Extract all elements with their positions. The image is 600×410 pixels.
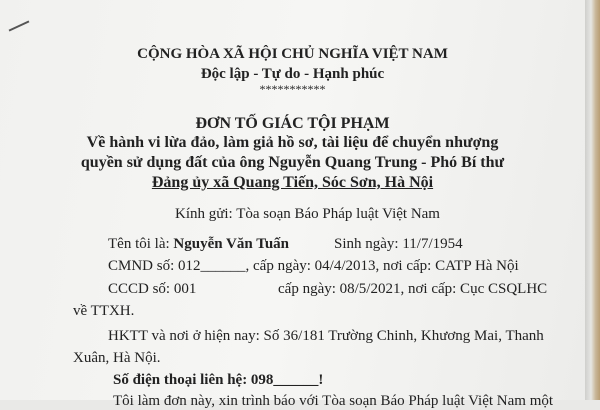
motto: Độc lập - Tự do - Hạnh phúc bbox=[200, 66, 385, 82]
cmnd-line: CMND số: 012______, cấp ngày: 04/4/2013, nơi cấp: CATP Hà Nội bbox=[108, 258, 519, 274]
address-line-2: Xuân, Hà Nội. bbox=[73, 350, 161, 366]
subtitle-line-1: Về hành vi lừa đảo, làm giả hồ sơ, tài liệu để chuyển nhượng bbox=[86, 134, 499, 151]
cccd-number: CCCD số: 001 bbox=[108, 281, 197, 297]
paper-stack-edge bbox=[585, 0, 600, 400]
cccd-issuer-cont: về TTXH. bbox=[73, 303, 135, 319]
subtitle-line-3 bbox=[0, 174, 585, 192]
recipient: Kính gửi: Tòa soạn Báo Pháp luật Việt Nam bbox=[175, 206, 440, 222]
name-label: Tên tôi là: bbox=[108, 236, 174, 252]
stars-divider: *********** bbox=[259, 82, 326, 96]
phone-line: Số điện thoại liên hệ: 098______! bbox=[113, 372, 324, 388]
subtitle-line-2: quyền sử dụng đất của ông Nguyễn Quang Trung - Phó Bí thư bbox=[80, 154, 505, 171]
document-title: ĐƠN TỐ GIÁC TỘI PHẠM bbox=[195, 115, 390, 132]
pen-mark bbox=[9, 20, 30, 31]
dob: Sinh ngày: 11/7/1954 bbox=[334, 236, 463, 252]
address-line-1: HKTT và nơi ở hiện nay: Số 36/181 Trường Chinh, Khương Mai, Thanh bbox=[108, 328, 544, 344]
intro-line: Tôi làm đơn này, xin trình báo với Tòa soạn Báo Pháp luật Việt Nam một bbox=[113, 393, 554, 409]
name-value: Nguyễn Văn Tuấn bbox=[173, 236, 290, 252]
name-line bbox=[108, 236, 289, 253]
nation-heading: CỘNG HÒA XÃ HỘI CHỦ NGHĨA VIỆT NAM bbox=[137, 46, 448, 62]
subtitle-underlined: Đảng ủy xã Quang Tiến, Sóc Sơn, Hà Nội bbox=[151, 174, 434, 191]
cccd-issue: cấp ngày: 08/5/2021, nơi cấp: Cục CSQLHC bbox=[278, 281, 548, 297]
